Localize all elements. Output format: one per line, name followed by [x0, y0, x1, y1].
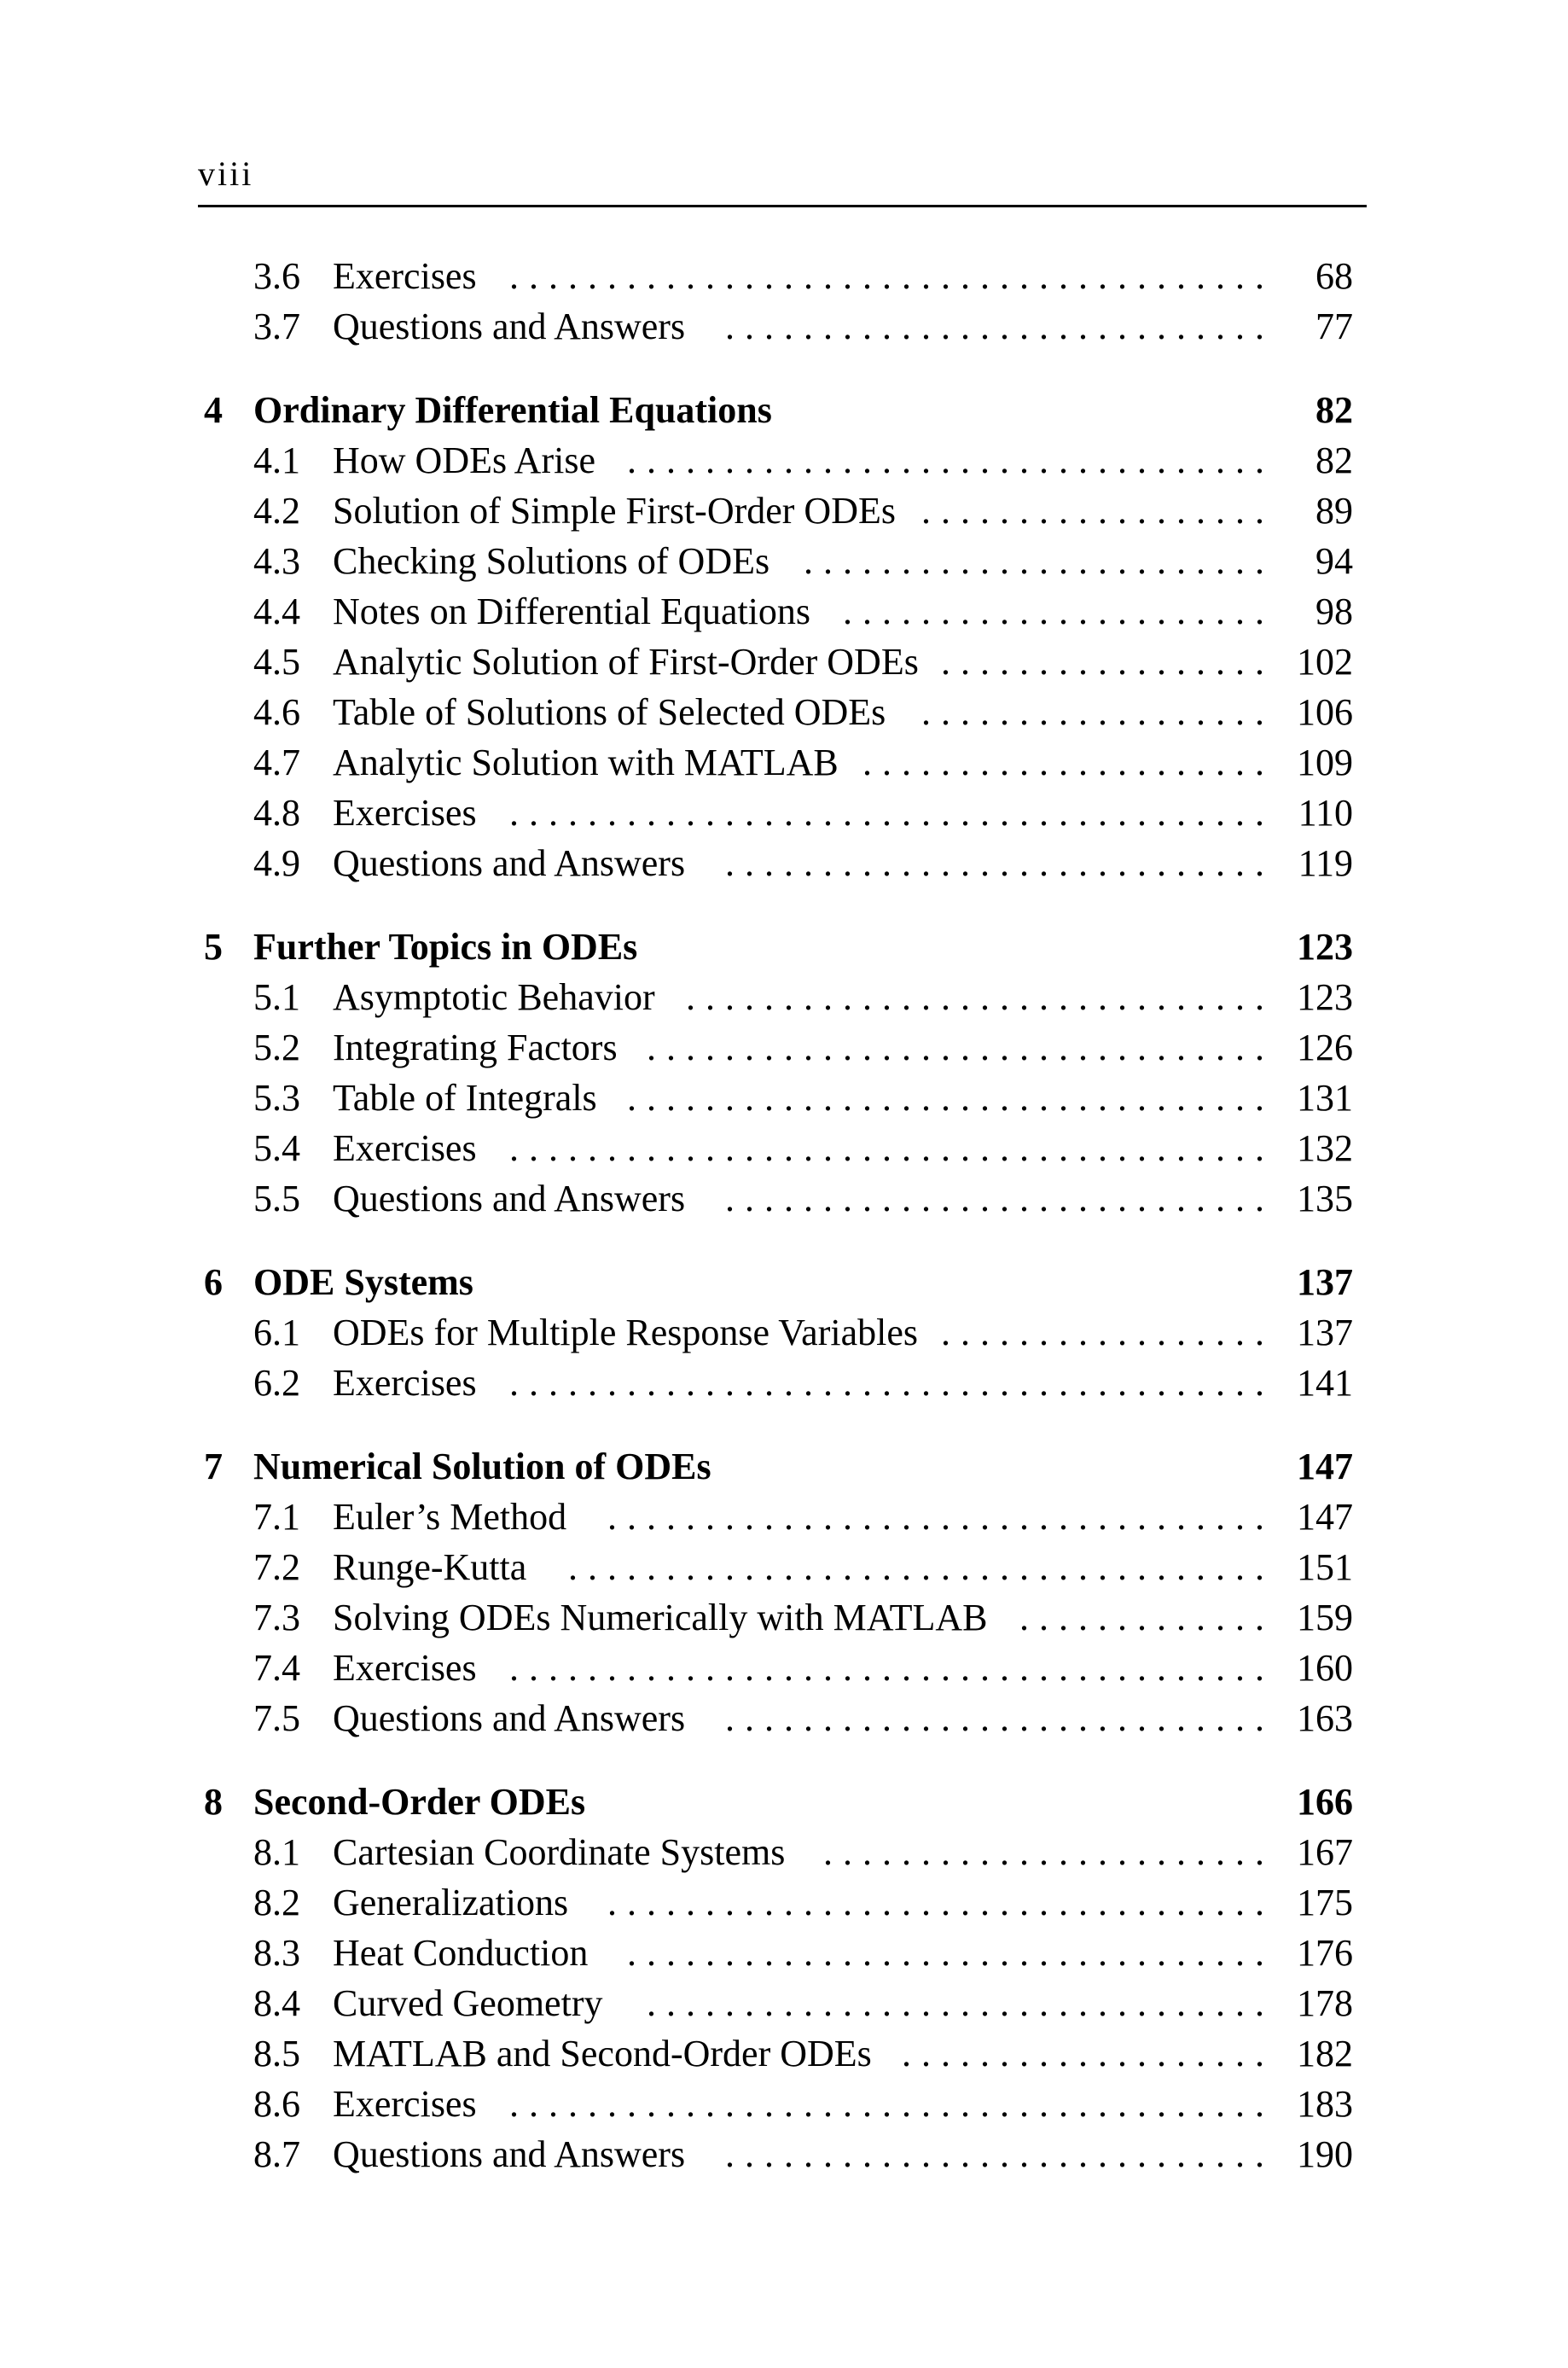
- section-title: ODEs for Multiple Response Variables: [333, 1312, 918, 1353]
- section-title: Table of Integrals: [333, 1077, 597, 1119]
- section-page-number: 147: [1297, 1496, 1353, 1538]
- dot-leader: .................................: [627, 439, 1275, 481]
- section-page-number: 109: [1297, 742, 1353, 783]
- section-number: 4.7: [253, 742, 300, 783]
- toc-section-entry[interactable]: [198, 1928, 1375, 1978]
- chapter-page-number: 166: [1297, 1781, 1353, 1823]
- section-title: Checking Solutions of ODEs: [333, 540, 770, 582]
- section-page-number: 190: [1297, 2133, 1353, 2175]
- dot-leader: ............................: [725, 1697, 1275, 1739]
- section-number: 4.1: [253, 439, 300, 481]
- chapter-number: 5: [204, 926, 223, 968]
- chapter-number: 7: [204, 1446, 223, 1487]
- chapter-title: Second-Order ODEs: [253, 1781, 586, 1823]
- section-page-number: 131: [1297, 1077, 1353, 1119]
- dot-leader: ..............................: [686, 976, 1275, 1018]
- dot-leader: ............................: [725, 1178, 1275, 1219]
- section-number: 5.1: [253, 976, 300, 1018]
- toc-section-entry[interactable]: [198, 1877, 1375, 1928]
- toc-section-entry[interactable]: [198, 301, 1375, 352]
- dot-leader: .......................................: [509, 1127, 1275, 1169]
- section-page-number: 106: [1297, 691, 1353, 733]
- toc-section-entry[interactable]: [198, 1827, 1375, 1877]
- toc-section-entry[interactable]: [198, 1978, 1375, 2028]
- chapter-page-number: 137: [1297, 1261, 1353, 1303]
- chapter-page-number: 147: [1297, 1446, 1353, 1487]
- section-number: 4.5: [253, 641, 300, 683]
- section-title: Exercises: [333, 255, 477, 297]
- section-number: 8.5: [253, 2033, 300, 2074]
- section-page-number: 167: [1297, 1831, 1353, 1873]
- dot-leader: ..................................: [607, 1496, 1275, 1538]
- dot-leader: ..................................: [607, 1882, 1275, 1923]
- dot-leader: ........................: [804, 540, 1275, 582]
- toc-section-entry[interactable]: [198, 972, 1375, 1022]
- section-title: Solving ODEs Numerically with MATLAB: [333, 1597, 988, 1638]
- section-title: Exercises: [333, 1362, 477, 1404]
- section-number: 4.9: [253, 842, 300, 884]
- section-title: Generalizations: [333, 1882, 569, 1923]
- toc-section-entry[interactable]: [198, 1022, 1375, 1073]
- toc-section-entry[interactable]: [198, 1643, 1375, 1693]
- section-page-number: 110: [1298, 792, 1353, 834]
- dot-leader: .................................: [627, 1077, 1275, 1119]
- section-number: 7.5: [253, 1697, 300, 1739]
- section-title: Cartesian Coordinate Systems: [333, 1831, 786, 1873]
- section-title: How ODEs Arise: [333, 439, 595, 481]
- dot-leader: ............................: [725, 2133, 1275, 2175]
- section-page-number: 151: [1297, 1546, 1353, 1588]
- dot-leader: ............................: [725, 842, 1275, 884]
- section-number: 7.2: [253, 1546, 300, 1588]
- section-title: Asymptotic Behavior: [333, 976, 655, 1018]
- section-number: 8.1: [253, 1831, 300, 1873]
- section-title: Questions and Answers: [333, 842, 686, 884]
- section-page-number: 163: [1297, 1697, 1353, 1739]
- dot-leader: ...................: [902, 2033, 1275, 2074]
- section-page-number: 98: [1315, 591, 1353, 632]
- toc-section-entry[interactable]: [198, 2028, 1375, 2079]
- toc-section-entry[interactable]: [198, 637, 1375, 687]
- toc-chapter-entry[interactable]: [198, 1777, 1375, 1827]
- section-title: Analytic Solution of First-Order ODEs: [333, 641, 919, 683]
- section-page-number: 77: [1315, 305, 1353, 347]
- section-number: 4.6: [253, 691, 300, 733]
- section-page-number: 183: [1297, 2083, 1353, 2125]
- section-title: Euler’s Method: [333, 1496, 567, 1538]
- toc-section-entry[interactable]: [198, 1492, 1375, 1542]
- chapter-number: 8: [204, 1781, 223, 1823]
- dot-leader: .......................................: [509, 1362, 1275, 1404]
- chapter-title: ODE Systems: [253, 1261, 473, 1303]
- section-title: MATLAB and Second-Order ODEs: [333, 2033, 872, 2074]
- section-number: 3.6: [253, 255, 300, 297]
- section-title: Solution of Simple First-Order ODEs: [333, 490, 896, 532]
- section-page-number: 132: [1297, 1127, 1353, 1169]
- chapter-number: 4: [204, 389, 223, 431]
- section-number: 5.4: [253, 1127, 300, 1169]
- dot-leader: ..................: [921, 490, 1275, 532]
- section-number: 6.2: [253, 1362, 300, 1404]
- toc-section-entry[interactable]: [198, 1307, 1375, 1358]
- section-page-number: 123: [1297, 976, 1353, 1018]
- section-number: 3.7: [253, 305, 300, 347]
- section-number: 7.3: [253, 1597, 300, 1638]
- section-title: Exercises: [333, 792, 477, 834]
- dot-leader: ............................: [725, 305, 1275, 347]
- dot-leader: .......................................: [509, 1647, 1275, 1689]
- section-title: Integrating Factors: [333, 1027, 618, 1068]
- toc-section-entry[interactable]: [198, 1542, 1375, 1592]
- toc-section-entry[interactable]: [198, 737, 1375, 788]
- toc-section-entry[interactable]: [198, 2129, 1375, 2179]
- section-page-number: 137: [1297, 1312, 1353, 1353]
- section-title: Curved Geometry: [333, 1982, 603, 2024]
- toc-section-entry[interactable]: [198, 1693, 1375, 1743]
- section-number: 6.1: [253, 1312, 300, 1353]
- toc-section-entry[interactable]: [198, 1073, 1375, 1123]
- dot-leader: .......................................: [509, 792, 1275, 834]
- dot-leader: .................................: [627, 1932, 1275, 1974]
- toc-section-entry[interactable]: [198, 788, 1375, 838]
- section-title: Questions and Answers: [333, 1697, 686, 1739]
- toc-section-entry[interactable]: [198, 1123, 1375, 1173]
- header-rule: [198, 205, 1367, 207]
- section-page-number: 102: [1297, 641, 1353, 683]
- section-number: 8.7: [253, 2133, 300, 2175]
- section-number: 4.4: [253, 591, 300, 632]
- section-page-number: 159: [1297, 1597, 1353, 1638]
- section-title: Table of Solutions of Selected ODEs: [333, 691, 886, 733]
- section-number: 5.3: [253, 1077, 300, 1119]
- toc-section-entry[interactable]: [198, 1358, 1375, 1408]
- section-number: 8.4: [253, 1982, 300, 2024]
- section-page-number: 141: [1297, 1362, 1353, 1404]
- dot-leader: .......................................: [509, 2083, 1275, 2125]
- section-title: Questions and Answers: [333, 305, 686, 347]
- section-page-number: 119: [1298, 842, 1353, 884]
- toc-section-entry[interactable]: [198, 251, 1375, 301]
- dot-leader: ................................: [647, 1027, 1275, 1068]
- section-number: 7.4: [253, 1647, 300, 1689]
- section-page-number: 135: [1297, 1178, 1353, 1219]
- section-title: Notes on Differential Equations: [333, 591, 811, 632]
- dot-leader: ......................: [843, 591, 1275, 632]
- dot-leader: .......................: [823, 1831, 1275, 1873]
- section-page-number: 182: [1297, 2033, 1353, 2074]
- chapter-title: Further Topics in ODEs: [253, 926, 638, 968]
- toc-section-entry[interactable]: [198, 486, 1375, 536]
- section-title: Questions and Answers: [333, 2133, 686, 2175]
- dot-leader: .............: [1019, 1597, 1275, 1638]
- dot-leader: .................: [941, 641, 1275, 683]
- section-number: 4.2: [253, 490, 300, 532]
- toc-section-entry[interactable]: [198, 536, 1375, 586]
- toc-section-entry[interactable]: [198, 838, 1375, 888]
- toc-chapter-entry[interactable]: [198, 1257, 1375, 1307]
- section-title: Runge-Kutta: [333, 1546, 527, 1588]
- toc-chapter-entry[interactable]: [198, 922, 1375, 972]
- section-page-number: 176: [1297, 1932, 1353, 1974]
- section-number: 7.1: [253, 1496, 300, 1538]
- section-number: 4.3: [253, 540, 300, 582]
- section-number: 8.2: [253, 1882, 300, 1923]
- section-title: Heat Conduction: [333, 1932, 589, 1974]
- chapter-number: 6: [204, 1261, 223, 1303]
- chapter-title: Numerical Solution of ODEs: [253, 1446, 711, 1487]
- section-title: Exercises: [333, 1127, 477, 1169]
- toc-section-entry[interactable]: [198, 1592, 1375, 1643]
- toc-section-entry[interactable]: [198, 2079, 1375, 2129]
- chapter-page-number: 123: [1297, 926, 1353, 968]
- section-number: 4.8: [253, 792, 300, 834]
- toc-section-entry[interactable]: [198, 586, 1375, 637]
- dot-leader: .....................: [862, 742, 1275, 783]
- section-number: 8.3: [253, 1932, 300, 1974]
- section-page-number: 160: [1297, 1647, 1353, 1689]
- dot-leader: ....................................: [568, 1546, 1275, 1588]
- toc-chapter-entry[interactable]: [198, 1441, 1375, 1492]
- page-number: viii: [198, 154, 254, 193]
- section-title: Questions and Answers: [333, 1178, 686, 1219]
- dot-leader: ................................: [647, 1982, 1275, 2024]
- section-page-number: 82: [1315, 439, 1353, 481]
- section-number: 8.6: [253, 2083, 300, 2125]
- section-number: 5.2: [253, 1027, 300, 1068]
- section-number: 5.5: [253, 1178, 300, 1219]
- section-page-number: 178: [1297, 1982, 1353, 2024]
- toc-section-entry[interactable]: [198, 1173, 1375, 1224]
- chapter-page-number: 82: [1315, 389, 1353, 431]
- dot-leader: ..................: [921, 691, 1275, 733]
- section-title: Analytic Solution with MATLAB: [333, 742, 839, 783]
- table-of-contents: [198, 251, 1375, 2179]
- toc-section-entry[interactable]: [198, 687, 1375, 737]
- section-page-number: 94: [1315, 540, 1353, 582]
- section-page-number: 89: [1315, 490, 1353, 532]
- toc-section-entry[interactable]: [198, 435, 1375, 486]
- section-page-number: 126: [1297, 1027, 1353, 1068]
- dot-leader: .................: [941, 1312, 1275, 1353]
- chapter-title: Ordinary Differential Equations: [253, 389, 772, 431]
- toc-chapter-entry[interactable]: [198, 385, 1375, 435]
- section-title: Exercises: [333, 2083, 477, 2125]
- section-title: Exercises: [333, 1647, 477, 1689]
- section-page-number: 68: [1315, 255, 1353, 297]
- dot-leader: .......................................: [509, 255, 1275, 297]
- section-page-number: 175: [1297, 1882, 1353, 1923]
